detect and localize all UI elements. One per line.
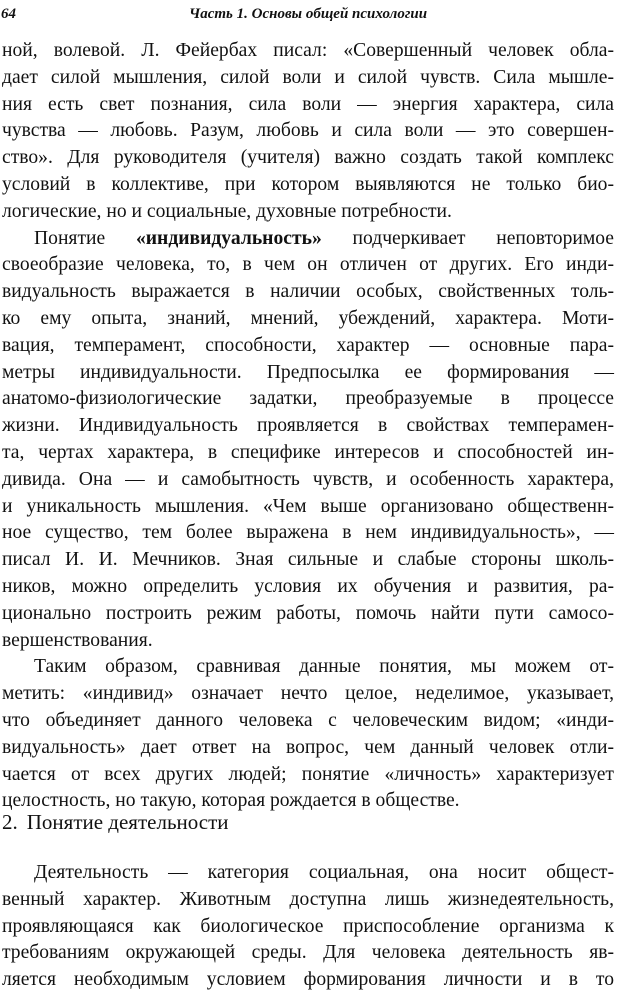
running-head — [0, 3, 620, 25]
text-line: ния есть свет познания, сила воли — энергия характера, сила — [2, 93, 614, 115]
text-line: Деятельность — категория социальная, она носит общест- — [34, 862, 614, 883]
text-line: ство». Для руководителя (учителя) важно создать такой комплекс — [2, 147, 614, 169]
text-line: логические, но и социальные, духовные потребности. — [2, 200, 452, 222]
text-line: дает силой мышления, силой воли и силой чувств. Сила мышле- — [2, 66, 614, 88]
text-line: видуальность» дает ответ на вопрос, чем данный человек отли- — [2, 736, 614, 758]
body-text-top — [2, 38, 614, 815]
paragraph-activity — [2, 860, 614, 994]
text-line: чается от всех других людей; понятие «личность» характеризует — [2, 763, 614, 785]
text-line: венный характер. Животным доступна лишь жизнедеятельность, — [2, 888, 614, 910]
text-run: Понятие — [34, 227, 136, 249]
text-line: Таким образом, сравнивая данные понятия, мы можем от- — [34, 656, 614, 678]
text-line: та, чертах характера, в специфике интересов и способностей ин- — [2, 441, 614, 463]
text-line: ционально построить режим работы, помочь найти пути самосо- — [2, 602, 614, 624]
text-line: ной, волевой. Л. Фейербах писал: «Совершенный человек обла- — [2, 40, 614, 61]
text-line: жизни. Индивидуальность проявляется в свойствах темперамен- — [2, 415, 614, 437]
text-line: ко ему опыта, знаний, мнений, убеждений, характера. Моти- — [2, 307, 614, 329]
text-line: ляется необходимым условием формирования личности и в то — [2, 969, 614, 991]
text-line: и уникальность мышления. «Чем выше организовано общественн- — [2, 495, 614, 517]
section-number: 2. — [2, 810, 18, 834]
text-line: требованиям окружающей среды. Для человека деятельность яв- — [2, 942, 614, 964]
text-line: ное существо, тем более выражена в нем индивидуальность», — — [2, 522, 614, 544]
paragraph-summary — [2, 654, 614, 815]
text-line: писал И. И. Мечников. Зная сильные и слабые стороны школь- — [2, 549, 614, 571]
running-title: Часть 1. Основы общей психологии — [189, 6, 428, 22]
text-line: метить: «индивид» означает нечто целое, неделимое, указывает, — [2, 683, 614, 705]
page-number: 64 — [1, 6, 16, 22]
bold-term-individuality: «индивидуальность» — [135, 227, 322, 249]
paragraph-feuerbach — [2, 38, 614, 226]
body-text-bottom — [2, 860, 614, 994]
text-line: видуальность выражается в наличии особых, свойственных толь- — [2, 281, 614, 303]
section-heading — [2, 808, 229, 836]
text-run: подчеркивает неповторимое — [321, 227, 614, 249]
text-line — [2, 226, 614, 253]
text-line: ников, можно определить условия их обучения и развития, ра- — [2, 575, 614, 597]
text-line: вация, темперамент, способности, характер — основные пара- — [2, 334, 614, 356]
text-line: чувства — любовь. Разум, любовь и сила воли — это совершен- — [2, 120, 614, 142]
paragraph-individuality — [2, 226, 614, 655]
text-line: дивида. Она — и самобытность чувств, и особенность характера, — [2, 468, 614, 490]
text-line: целостность, но такую, которая рождается в обществе. — [2, 790, 460, 812]
text-line: проявляющаяся как биологическое приспособление организма к — [2, 915, 614, 937]
text-line: своеобразие человека, то, в чем он отличен от других. Его инди- — [2, 254, 614, 276]
text-line: метры индивидуальности. Предпосылка ее формирования — — [2, 361, 614, 383]
text-line: условий в коллективе, при котором выявляются не только био- — [2, 173, 614, 195]
text-line: вершенствования. — [2, 629, 153, 651]
section-title: Понятие деятельности — [26, 810, 229, 834]
text-line: анатомо-физиологические задатки, преобразуемые в процессе — [2, 388, 614, 410]
text-line: что объединяет данного человека с человеческим видом; «инди- — [2, 709, 614, 731]
